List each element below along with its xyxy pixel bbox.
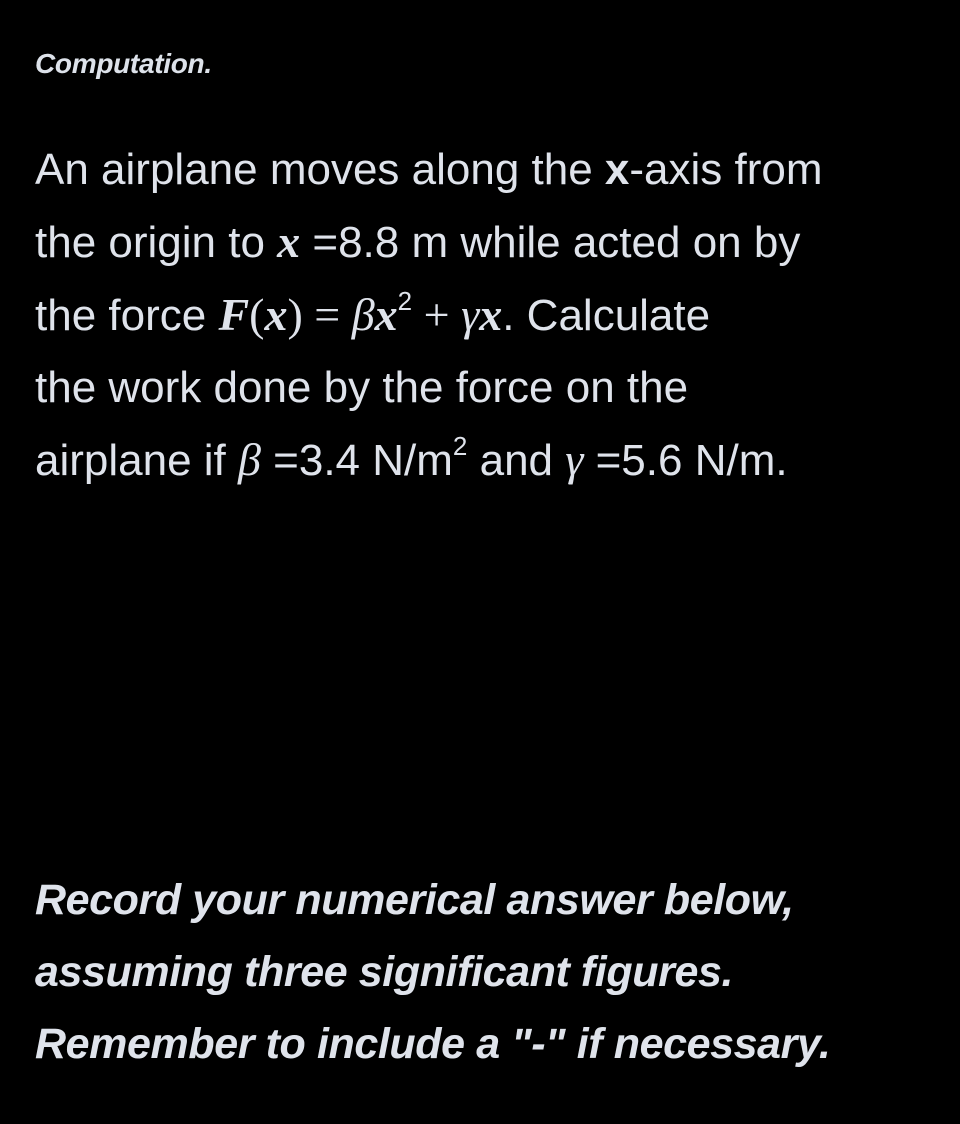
problem-text: the work done by the force on the [35,363,689,412]
math-gamma: γ [461,289,480,340]
math-paren: ) [287,289,303,340]
instruction-line-2: assuming three significant figures. [35,948,734,996]
math-variable-x: x [479,289,503,340]
problem-line-2 [35,206,935,279]
problem-text: and [467,436,566,485]
problem-text: =3.4 N/m [260,436,453,485]
math-variable-x: x [374,289,398,340]
problem-line-5 [35,424,935,497]
math-exponent: 2 [397,286,413,317]
math-equals: = [302,289,352,340]
problem-text: =8.8 m while acted on by [300,218,801,267]
math-beta: β [351,289,375,340]
problem-text: the origin to [35,218,278,267]
problem-line-1 [35,134,935,206]
problem-line-3 [35,279,935,352]
answer-instructions [35,864,935,1080]
math-variable-x: x [277,216,301,267]
math-paren: ( [249,289,265,340]
problem-text: the force [35,291,219,340]
math-variable-F: F [218,289,250,340]
x-axis-label: x [604,145,630,194]
math-variable-x: x [264,289,288,340]
problem-line-4 [35,352,935,424]
problem-text: An airplane moves along the [35,145,605,194]
problem-text: =5.6 N/m. [583,436,788,485]
instruction-line-1: Record your numerical answer below, [35,876,794,924]
instruction-line-3: Remember to include a "-" if necessary. [35,1020,831,1068]
problem-statement [35,134,935,497]
section-heading: Computation. [35,48,212,79]
math-gamma: γ [565,434,584,485]
math-beta: β [238,434,261,485]
problem-text: airplane if [35,436,239,485]
math-plus: + [412,289,462,340]
problem-text: -axis from [629,145,823,194]
unit-exponent: 2 [452,431,468,462]
problem-text: . Calculate [502,291,711,340]
